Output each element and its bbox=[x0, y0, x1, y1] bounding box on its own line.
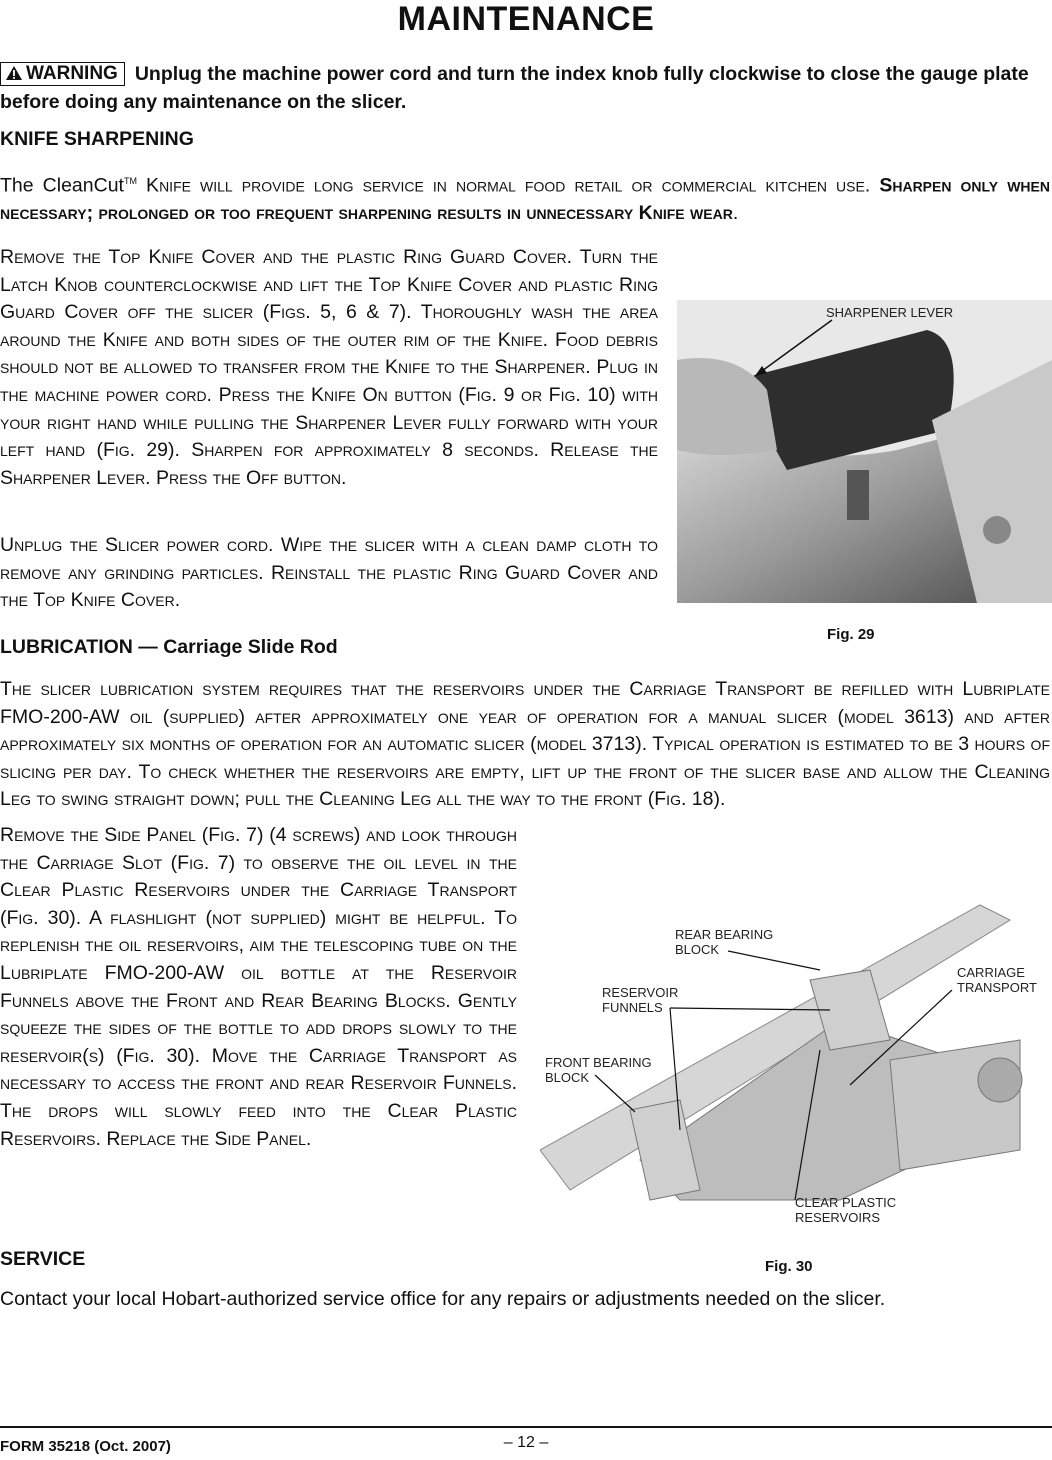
fig29-sharpener-illustration bbox=[677, 300, 1052, 603]
warning-badge bbox=[0, 62, 125, 86]
rear-bearing-block-callout: REAR BEARING BLOCK bbox=[675, 927, 774, 957]
knife-sharpening-intro bbox=[0, 168, 1050, 228]
fig29-photo bbox=[677, 300, 1052, 603]
lubrication-intro: The slicer lubrication system requires that the reservoirs under the Carriage Transport be refilled with Lubriplate FMO-200-AW oil (supplied) after approximately one year of operation for a manual slicer (model 3613) and after approximately six months of operation for an automatic slicer (model 3713). Typical operation is estimated to be 3 hours of slicing per day. To check whether the reservoirs are empty, lift up the front of the slicer base and allow the Cleaning Leg to swing straight down; pull the Cleaning Leg all the way to the front (Fig. 18). bbox=[0, 678, 1050, 811]
warning-text: Unplug the machine power cord and turn the index knob fully clockwise to close the gauge plate before doing any maintenance on the slicer. bbox=[0, 63, 1029, 113]
front-bearing-block-callout: FRONT BEARING BLOCK bbox=[545, 1055, 652, 1085]
service-text: Contact your local Hobart-authorized service office for any repairs or adjustments needed on the slicer. bbox=[0, 1288, 886, 1310]
fig30-leader-lines bbox=[540, 900, 1052, 1230]
warning-notice bbox=[0, 60, 1050, 116]
lubrication-heading: LUBRICATION — Carriage Slide Rod bbox=[0, 636, 338, 658]
trademark: TM bbox=[123, 176, 137, 186]
page-title: MAINTENANCE bbox=[397, 0, 655, 38]
intro-end: . bbox=[732, 202, 739, 225]
form-number: FORM 35218 (Oct. 2007) bbox=[0, 1438, 171, 1455]
fig29-label: Fig. 29 bbox=[827, 626, 875, 643]
knife-sharpening-heading: KNIFE SHARPENING bbox=[0, 128, 194, 150]
page-number: – 12 – bbox=[503, 1434, 549, 1451]
clear-plastic-reservoirs-callout: CLEAR PLASTIC RESERVOIRS bbox=[795, 1195, 897, 1225]
knife-sharpening-procedure: Remove the Top Knife Cover and the plastic Ring Guard Cover. Turn the Latch Knob counterclockwise and lift the Top Knife Cover and plastic Ring Guard Cover off the slicer (Figs. 5, 6 & 7). Thoroughly wash the area around the Knife and both sides of the outer rim of the Knife. Food debris should not be allowed to transfer from the Knife to the Sharpener. Plug in the machine power cord. Press the Knife On button (Fig. 9 or Fig. 10) with your right hand while pulling the Sharpener Lever fully forward with your left hand (Fig. 29). Sharpen for approximately 8 seconds. Release the Sharpener Lever. Press the Off button. bbox=[0, 246, 658, 489]
reservoir-funnels-callout: RESERVOIR FUNNELS bbox=[602, 985, 679, 1015]
lubrication-procedure: Remove the Side Panel (Fig. 7) (4 screws) and look through the Carriage Slot (Fig. 7) to observe the oil level in the Clear Plastic Reservoirs under the Carriage Transport (Fig. 30). A flashlight (not supplied) might be helpful. To replenish the oil reservoirs, aim the telescoping tube on the Lubriplate FMO-200-AW oil bottle at the Reservoir Funnels above the Front and Rear Bearing Blocks. Gently squeeze the sides of the bottle to add drops slowly to the reservoir(s) (Fig. 30). Move the Carriage Transport as necessary to access the front and rear Reservoir Funnels. The drops will slowly feed into the Clear Plastic Reservoirs. Replace the Side Panel. bbox=[0, 824, 517, 1150]
knife-sharpening-cleanup: Unplug the Slicer power cord. Wipe the slicer with a clean damp cloth to remove any grinding particles. Reinstall the plastic Ring Guard Cover and the Top Knife Cover. bbox=[0, 534, 658, 612]
sharpener-lever-leader bbox=[740, 318, 840, 388]
sharpener-lever-callout: SHARPENER LEVER bbox=[826, 305, 954, 320]
intro-text-a: The CleanCut bbox=[0, 174, 124, 197]
intro-text-b: Knife will provide long service in normal food retail or commercial kitchen use. bbox=[136, 174, 871, 197]
service-heading: SERVICE bbox=[0, 1248, 86, 1270]
warning-triangle-icon bbox=[5, 65, 23, 81]
warning-badge-label: WARNING bbox=[26, 63, 118, 84]
footer-rule bbox=[0, 1426, 1052, 1428]
fig30-label: Fig. 30 bbox=[765, 1258, 813, 1275]
carriage-transport-callout: CARRIAGE TRANSPORT bbox=[957, 965, 1037, 995]
intro-bold: Sharpen only when necessary; prolonged or too frequent sharpening results in unnecessary Knife wear bbox=[0, 174, 1050, 225]
